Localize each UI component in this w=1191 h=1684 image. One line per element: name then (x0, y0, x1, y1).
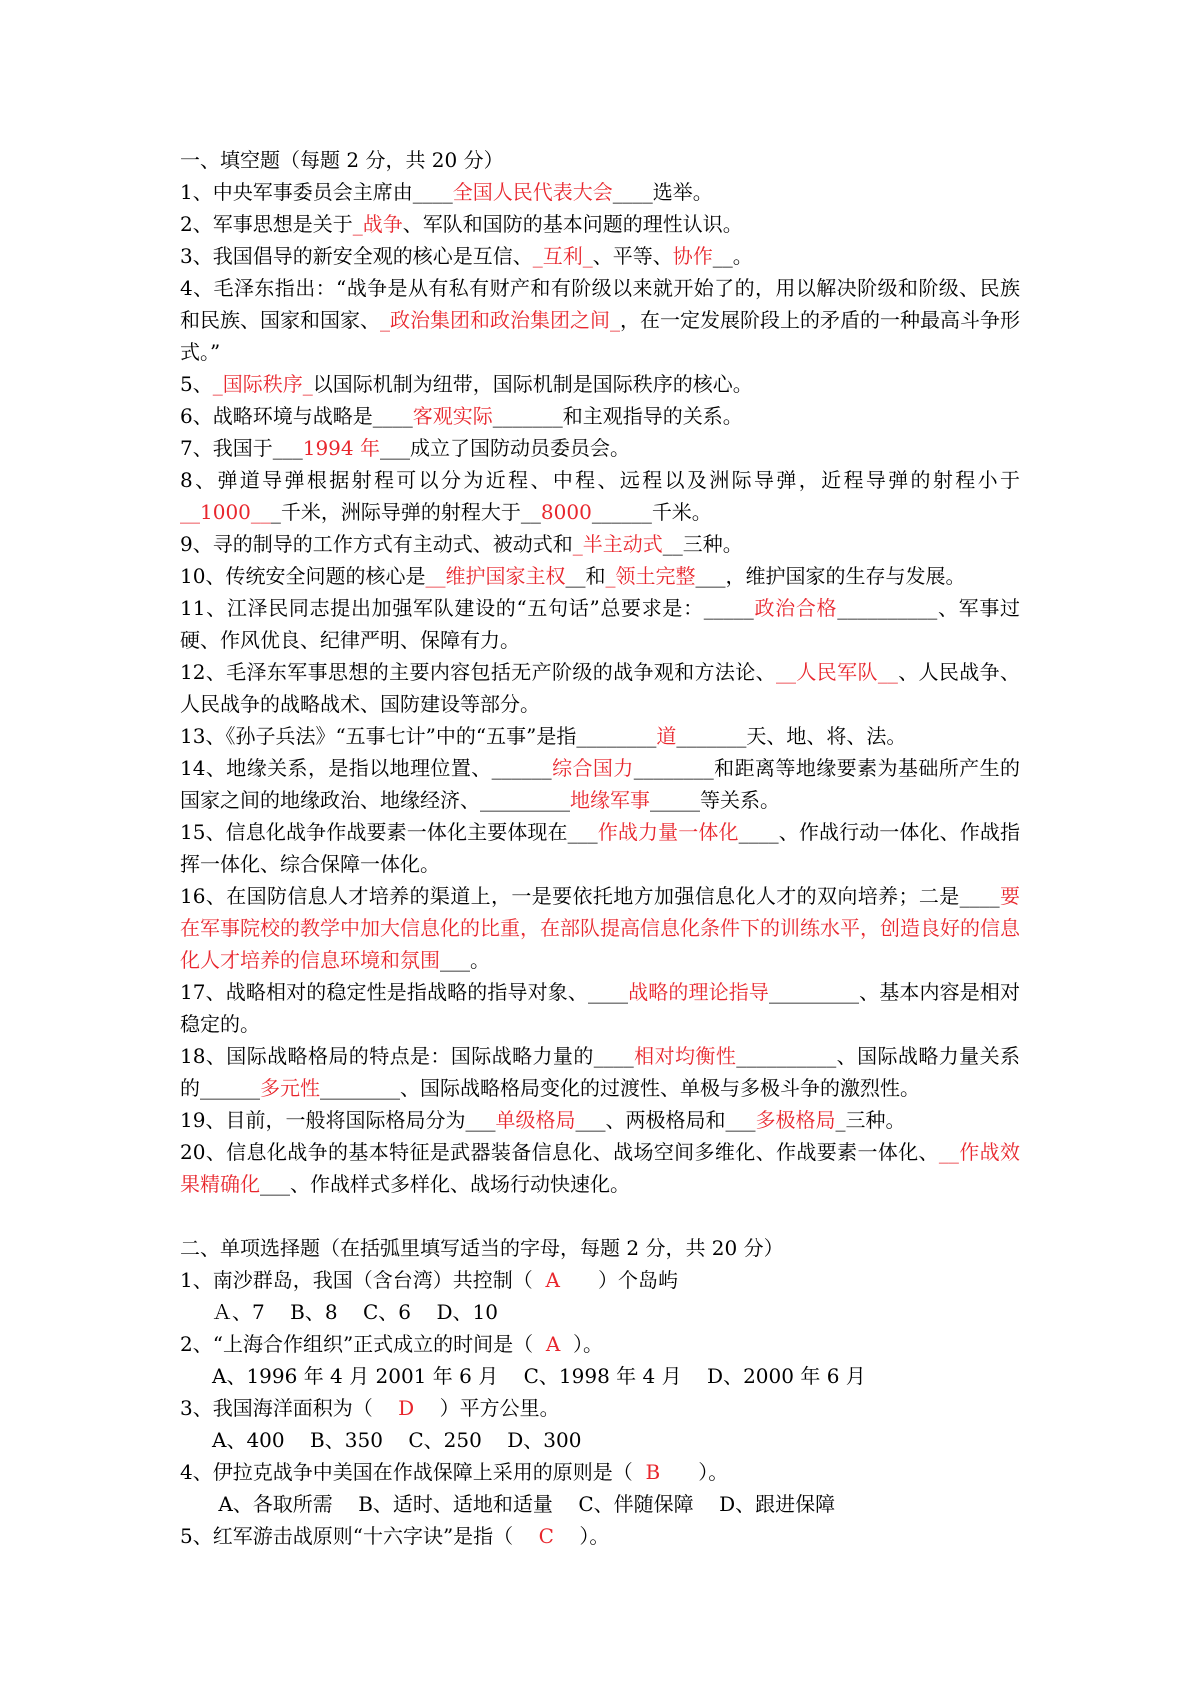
question-text: __________、军事过硬、作风优良、纪律严明、保障有力。 (180, 596, 1021, 652)
answer-text: __1000__ (180, 500, 271, 524)
question-text: 10、传统安全问题的核心是 (180, 564, 426, 588)
question-text: 3、我国倡导的新安全观的核心是互信、 (180, 244, 533, 268)
question-text: 9、寻的制导的工作方式有主动式、被动式和 (180, 532, 573, 556)
answer-text: A (545, 1268, 560, 1292)
choice-options: Ａ、7 B、8 C、6 D、10 (212, 1300, 498, 1324)
fill-blank-question (180, 720, 1020, 752)
answer-text: A (545, 1332, 561, 1356)
question-text: _三种。 (835, 1108, 906, 1132)
answer-text: 8000 (540, 500, 592, 524)
choice-options: A、1996 年 4 月 2001 年 6 月 C、1998 年 4 月 D、2000 年 6 月 (212, 1364, 866, 1388)
answer-text: 战略的理论指导 (627, 980, 769, 1004)
answer-text: C (538, 1524, 554, 1548)
answer-text: 作战力量一体化 (597, 820, 739, 844)
question-text: ）。 (560, 1332, 604, 1356)
fill-blank-question (180, 400, 1020, 432)
question-text: 8、弹道导弹根据射程可以分为近程、中程、远程以及洲际导弹，近程导弹的射程小于 (180, 468, 1020, 492)
choice-question (180, 1456, 1020, 1488)
question-text: 1、南沙群岛，我国（含台湾）共控制（ (180, 1268, 546, 1292)
answer-text: _互利_ (532, 244, 593, 268)
question-text: 2、军事思想是关于 (180, 212, 353, 236)
question-text: 、军队和国防的基本问题的理性认识。 (402, 212, 743, 236)
question-text: 5、红军游击战原则“十六字诀”是指（ (180, 1524, 539, 1548)
fill-blank-question (180, 368, 1020, 400)
question-text: 17、战略相对的稳定性是指战略的指导对象、____ (180, 980, 628, 1004)
question-text: ______千米。 (591, 500, 712, 524)
fill-blank-question (180, 240, 1020, 272)
fill-blank-question (180, 976, 1020, 1040)
exam-content (180, 144, 1020, 1552)
answer-text: __人民军队__ (776, 660, 898, 684)
choice-question (180, 1264, 1020, 1296)
question-text: __。 (712, 244, 753, 268)
question-text: 7、我国于___ (180, 436, 303, 460)
answer-text: 地缘军事 (570, 788, 650, 812)
question-text: ）平方公里。 (414, 1396, 560, 1420)
question-text: __和 (565, 564, 606, 588)
fill-blank-question (180, 592, 1020, 656)
section-gap (180, 1200, 1020, 1232)
question-text: __________、国际战略力量关系的______ (180, 1044, 1021, 1100)
fill-blank-question (180, 272, 1020, 368)
fill-blank-question (180, 560, 1020, 592)
question-text: ___成立了国防动员委员会。 (380, 436, 630, 460)
fill-blank-question (180, 656, 1020, 720)
answer-text: __作战效果精确化 (180, 1140, 1020, 1196)
fill-blank-question (180, 1040, 1020, 1104)
answer-text: 相对均衡性 (633, 1044, 737, 1068)
question-text: 3、我国海洋面积为（ (180, 1396, 399, 1420)
fill-blank-question (180, 752, 1020, 816)
question-text: 以国际机制为纽带，国际机制是国际秩序的核心。 (312, 372, 753, 396)
answer-text: 政治合格 (753, 596, 838, 620)
answer-text: 客观实际 (412, 404, 493, 428)
question-text: ）。 (660, 1460, 729, 1484)
fill-blank-question (180, 816, 1020, 880)
fill-blank-question (180, 432, 1020, 464)
question-text: 16、在国防信息人才培养的渠道上，一是要依托地方加强信息化人才的双向培养；二是____ (180, 884, 1000, 908)
answer-text: D (398, 1396, 415, 1420)
fill-blank-question (180, 176, 1020, 208)
fill-blank-question (180, 464, 1020, 528)
answer-text: _战争 (352, 212, 403, 236)
answer-text: 协作 (672, 244, 713, 268)
question-text: 14、地缘关系，是指以地理位置、______ (180, 756, 552, 780)
answer-text: _半主动式 (572, 532, 663, 556)
question-text: 6、战略环境与战略是____ (180, 404, 413, 428)
question-text: 11、江泽民同志提出加强军队建设的“五句话”总要求是：_____ (180, 596, 754, 620)
choice-question (180, 1520, 1020, 1552)
choice-question (180, 1328, 1020, 1360)
question-text: 4、毛泽东指出：“战争是从有私有财产和有阶级以来就开始了的，用以解决阶级和阶级、民族和民族、国家和国家、 (180, 276, 1020, 332)
question-text: ____、作战行动一体化、作战指挥一体化、综合保障一体化。 (180, 820, 1021, 876)
fill-blank-question (180, 1136, 1020, 1200)
question-text: __三种。 (662, 532, 743, 556)
answer-text: __维护国家主权 (425, 564, 566, 588)
question-text: ，在一定发展阶段上的矛盾的一种最高斗争形式。” (180, 308, 1020, 364)
question-text: ）。 (553, 1524, 610, 1548)
answer-text: 综合国力 (551, 756, 634, 780)
question-text: 19、目前，一般将国际格局分为___ (180, 1108, 496, 1132)
question-text: 5、 (180, 372, 213, 396)
choice-options: A、各取所需 B、适时、适地和适量 C、伴随保障 D、跟进保障 (212, 1492, 836, 1516)
question-text: _______天、地、将、法。 (676, 724, 907, 748)
answer-text: 多极格局 (755, 1108, 836, 1132)
answer-text: _国际秩序_ (212, 372, 313, 396)
section2-title: 二、单项选择题（在括弧里填写适当的字母，每题 2 分，共 20 分） (180, 1236, 784, 1260)
question-text: 、人民战争、人民战争的战略战术、国防建设等部分。 (180, 660, 1021, 716)
question-text: 13、《孙子兵法》“五事七计”中的“五事”是指________ (180, 724, 657, 748)
choice-question (180, 1392, 1020, 1424)
question-text: 4、伊拉克战争中美国在作战保障上采用的原则是（ (180, 1460, 646, 1484)
answer-text: 1994 年 (302, 436, 380, 460)
question-text: 2、“上海合作组织”正式成立的时间是（ (180, 1332, 546, 1356)
question-text: 1、中央军事委员会主席由____ (180, 180, 453, 204)
question-text: 12、毛泽东军事思想的主要内容包括无产阶级的战争观和方法论、 (180, 660, 776, 684)
fill-blank-question (180, 528, 1020, 560)
question-text: ___。 (440, 948, 490, 972)
fill-blank-question (180, 208, 1020, 240)
fill-blank-list (180, 176, 1020, 1200)
question-text: ___、两极格局和___ (575, 1108, 756, 1132)
question-text: ___、作战样式多样化、战场行动快速化。 (260, 1172, 630, 1196)
question-text: ________、国际战略格局变化的过渡性、单极与多极斗争的激烈性。 (320, 1076, 920, 1100)
answer-text: 全国人民代表大会 (452, 180, 613, 204)
question-text: ____选举。 (612, 180, 713, 204)
question-text: 15、信息化战争作战要素一体化主要体现在___ (180, 820, 598, 844)
answer-text: 多元性 (260, 1076, 320, 1100)
question-text: 、平等、 (592, 244, 673, 268)
fill-blank-question (180, 1104, 1020, 1136)
question-text: 18、国际战略格局的特点是：国际战略力量的____ (180, 1044, 634, 1068)
choice-options: A、400 B、350 C、250 D、300 (212, 1428, 582, 1452)
answer-text: _领土完整 (605, 564, 696, 588)
multiple-choice-list (180, 1264, 1020, 1552)
fill-blank-question (180, 880, 1020, 976)
question-text: ）个岛屿 (559, 1268, 679, 1292)
answer-text: 要在军事院校的教学中加大信息化的比重，在部队提高信息化条件下的训练水平，创造良好的信息化人才培养的信息环境和氛围 (180, 884, 1020, 972)
section1-title: 一、填空题（每题 2 分，共 20 分） (180, 148, 504, 172)
question-text: _____等关系。 (650, 788, 780, 812)
question-text: _千米，洲际导弹的射程大于__ (270, 500, 541, 524)
answer-text: 单级格局 (495, 1108, 576, 1132)
answer-text: 道 (656, 724, 677, 748)
question-text: 20、信息化战争的基本特征是武器装备信息化、战场空间多维化、作战要素一体化、 (180, 1140, 939, 1164)
answer-text: _政治集团和政治集团之间_ (380, 308, 620, 332)
answer-text: B (645, 1460, 661, 1484)
question-text: ________和距离等地缘要素为基础所产生的国家之间的地缘政治、地缘经济、_________ (180, 756, 1020, 812)
question-text: _________、基本内容是相对稳定的。 (180, 980, 1021, 1036)
question-text: _______和主观指导的关系。 (492, 404, 743, 428)
question-text: ___，维护国家的生存与发展。 (695, 564, 966, 588)
